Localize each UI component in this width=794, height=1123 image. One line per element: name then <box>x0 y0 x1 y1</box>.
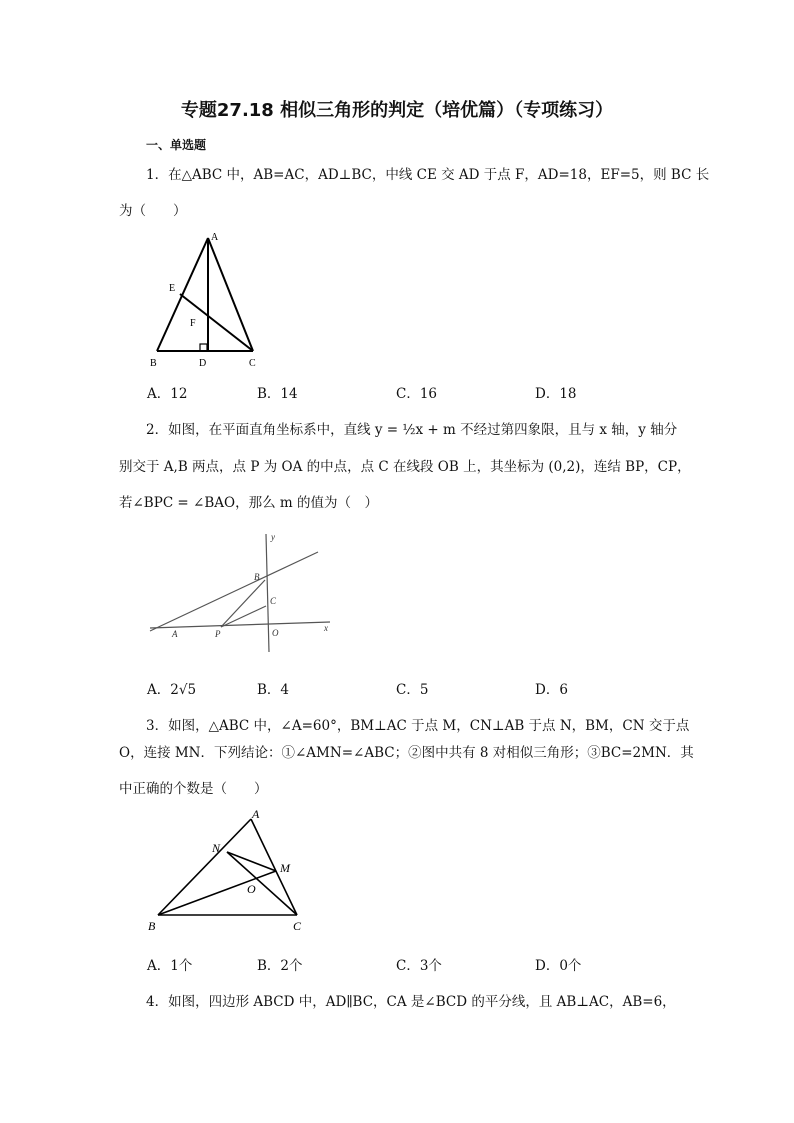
q3-side-ab <box>158 819 251 915</box>
q4-line-1: 4．如图，四边形 ABCD 中，AD∥BC，CA 是∠BCD 的平分线，且 AB⊥AC，AB=6， <box>146 994 676 1010</box>
q3-line-2: O，连接 MN．下列结论：①∠AMN=∠ABC；②图中共有 8 对相似三角形；③BC=2MN．其 <box>119 745 694 761</box>
q3-side-ac <box>251 819 297 915</box>
q1-right-angle-mark <box>200 344 207 351</box>
q2-label-a: A <box>172 629 178 639</box>
q2-y-axis <box>266 534 269 652</box>
q3-triangle-figure <box>142 805 310 940</box>
q2-label-y: y <box>271 532 275 542</box>
q1-label-f: F <box>190 318 196 329</box>
q1-triangle-figure <box>145 228 270 373</box>
page-title: 专题27.18 相似三角形的判定（培优篇）（专项练习） <box>180 100 614 121</box>
q1-label-c: C <box>249 358 256 369</box>
q3-line-3: 中正确的个数是（ ） <box>119 781 268 797</box>
q1-option-d[interactable]: D．18 <box>535 386 577 402</box>
q1-option-c[interactable]: C．16 <box>396 386 438 402</box>
q2-line-ab <box>150 552 318 631</box>
q3-label-n: N <box>212 841 221 855</box>
q1-line-2: 为（ ） <box>119 203 187 219</box>
q3-option-c[interactable]: C．3个 <box>396 958 442 974</box>
q3-line-1: 3．如图，△ABC 中，∠A=60°，BM⊥AC 于点 M，CN⊥AB 于点 N，BM，CN 交于点 <box>146 718 690 734</box>
q1-label-a: A <box>211 232 219 243</box>
q3-label-a: A <box>252 807 260 821</box>
q2-line-2: 别交于 A,B 两点，点 P 为 OA 的中点，点 C 在线段 OB 上，其坐标为 (0,2)，连结 BP，CP， <box>119 459 691 475</box>
q2-option-a[interactable]: A．2√5 <box>147 682 197 698</box>
section-heading: 一、单选题 <box>146 138 207 152</box>
q2-label-x: x <box>324 623 328 633</box>
q3-altitude-bm <box>158 871 276 915</box>
q2-option-d[interactable]: D．6 <box>535 682 568 698</box>
q3-option-a[interactable]: A．1个 <box>147 958 193 974</box>
q3-label-c: C <box>293 919 302 933</box>
q2-label-p: P <box>215 629 221 639</box>
q2-option-b[interactable]: B．4 <box>257 682 290 698</box>
q1-option-b[interactable]: B．14 <box>257 386 298 402</box>
q2-option-c[interactable]: C．5 <box>396 682 429 698</box>
q1-label-b: B <box>150 358 157 369</box>
q2-label-b: B <box>254 572 260 582</box>
q1-side-ab <box>157 238 208 351</box>
q2-coordinate-figure <box>148 528 348 658</box>
q2-line-3: 若∠BPC = ∠BAO，那么 m 的值为（ ） <box>119 495 378 511</box>
q1-label-d: D <box>199 358 207 369</box>
q1-line-1: 1．在△ABC 中，AB=AC，AD⊥BC，中线 CE 交 AD 于点 F，AD=18，EF=5，则 BC 长 <box>146 167 710 183</box>
q3-option-d[interactable]: D．0个 <box>535 958 582 974</box>
q3-label-b: B <box>148 919 156 933</box>
q2-line-1: 2．如图，在平面直角坐标系中，直线 y = ½x + m 不经过第四象限，且与 x 轴，y 轴分 <box>146 422 678 438</box>
q1-option-a[interactable]: A．12 <box>147 386 188 402</box>
q3-label-o: O <box>247 882 256 896</box>
q3-option-b[interactable]: B．2个 <box>257 958 303 974</box>
q1-label-e: E <box>169 283 176 294</box>
q3-label-m: M <box>280 861 290 875</box>
q2-label-o: O <box>272 628 279 638</box>
q2-label-c: C <box>270 596 277 606</box>
q2-x-axis <box>150 622 330 628</box>
